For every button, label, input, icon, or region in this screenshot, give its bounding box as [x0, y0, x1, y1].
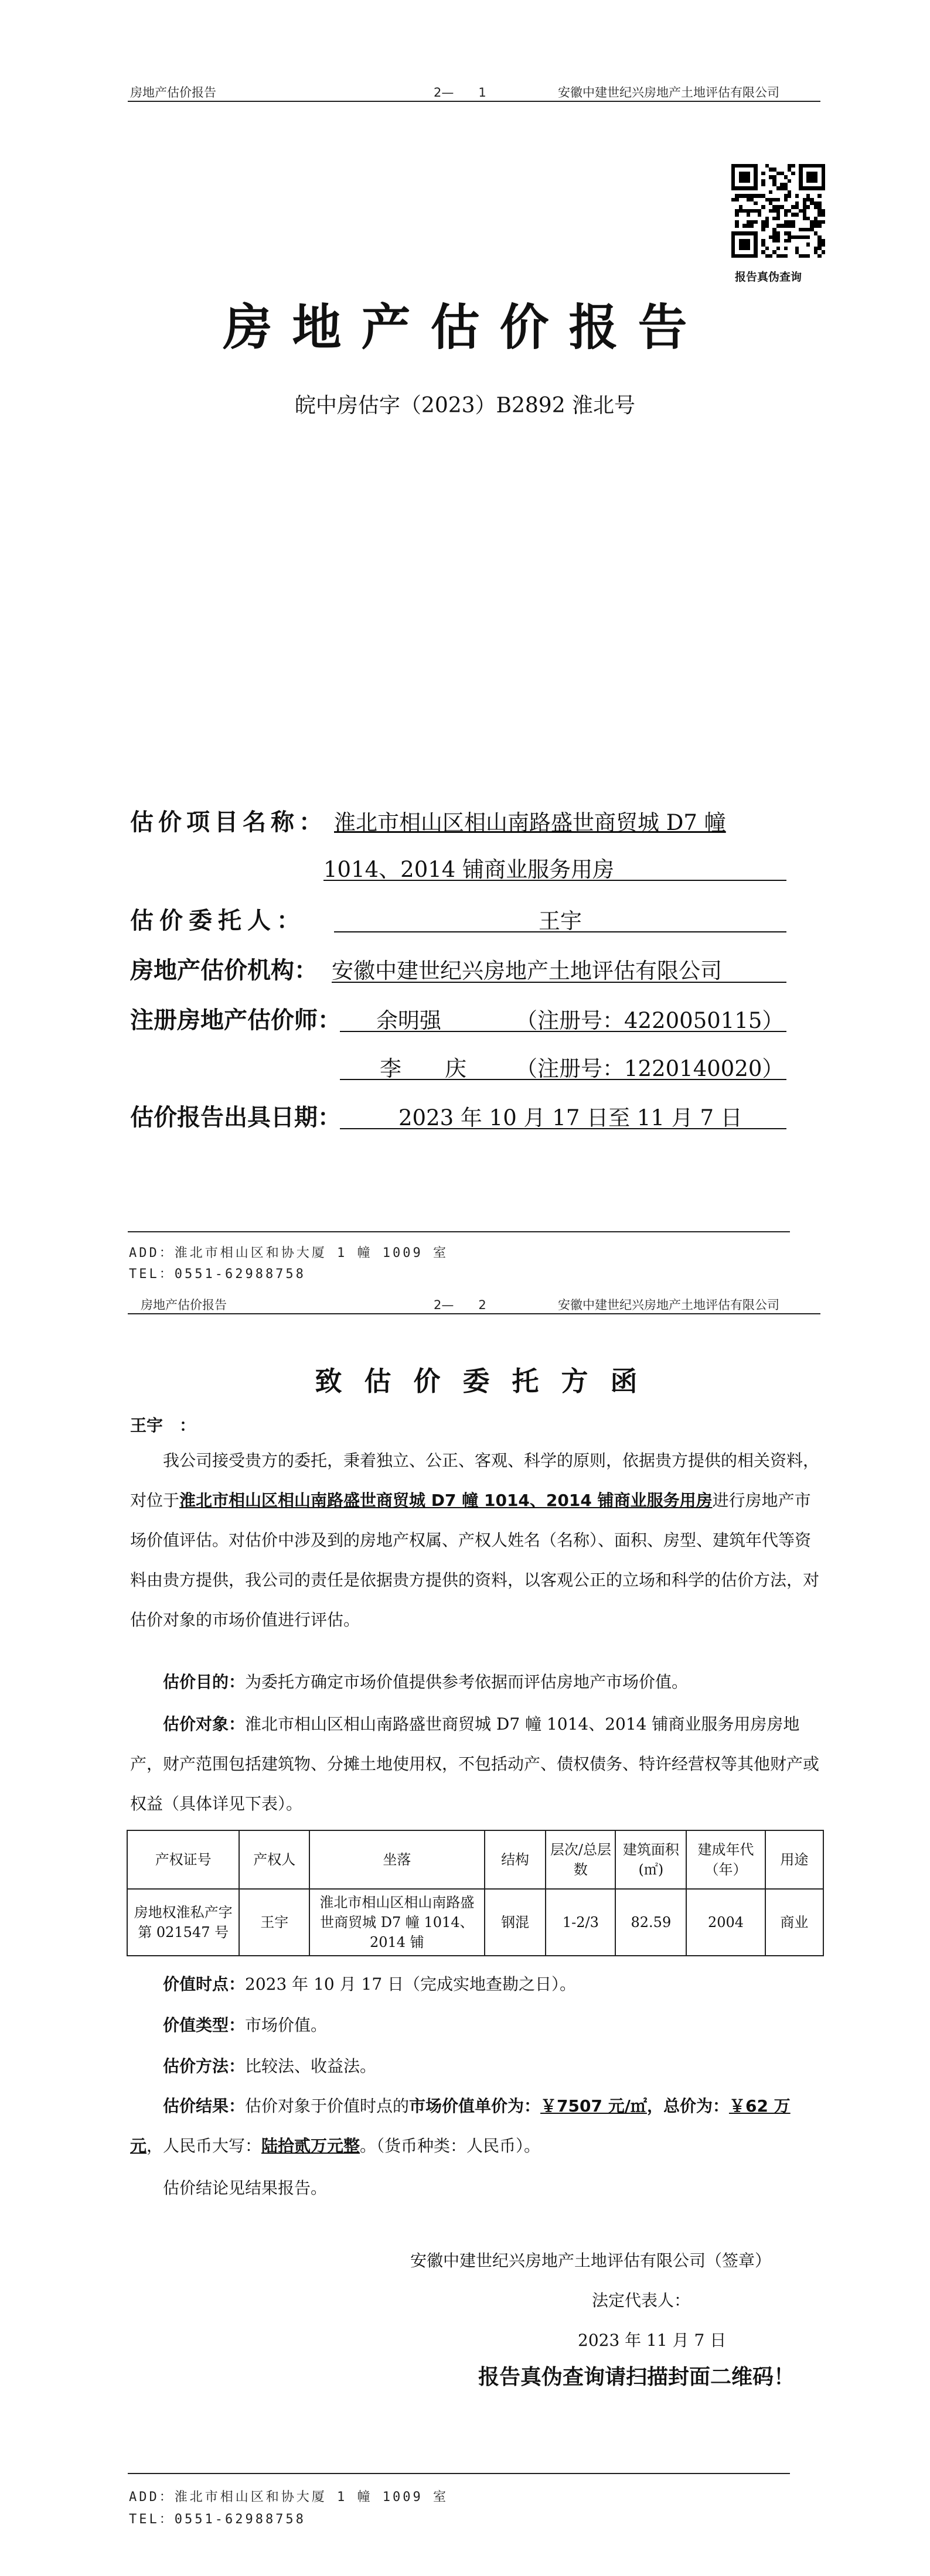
- table-cell: 2004: [686, 1889, 765, 1956]
- qr-module: [806, 254, 810, 258]
- qr-module: [795, 213, 799, 216]
- date-underline: [340, 1128, 786, 1129]
- qr-code-icon[interactable]: [731, 164, 825, 258]
- qr-module: [806, 205, 810, 209]
- header-left: 房地产估价报告: [141, 1298, 227, 1312]
- qr-module: [769, 190, 772, 194]
- qr-module: [784, 213, 788, 216]
- qr-module: [806, 242, 810, 246]
- result-unit-label: 市场价值单价为：: [409, 2096, 541, 2116]
- table-cell: 钢混: [485, 1889, 546, 1956]
- qr-module: [776, 239, 780, 242]
- qr-module: [739, 239, 750, 250]
- table-header: 坐落: [309, 1830, 485, 1889]
- qr-module: [784, 254, 788, 258]
- project-name-label: 估价项目名称：: [130, 809, 327, 836]
- qr-module: [769, 254, 772, 258]
- agency-label: 房地产估价机构：: [130, 957, 318, 984]
- table-header: 产权人: [239, 1830, 309, 1889]
- object-text: 淮北市相山区相山南路盛世商贸城 D7 幢 1014、2014 铺商业服务用房房地产，财产范围包括建筑物、分摊土地使用权，不包括动产、债权债务、特许经营权等其他财产或权益（具体详见下表）。: [130, 1714, 820, 1813]
- conclusion-text: 估价结论见结果报告。: [163, 2178, 328, 2198]
- table-header: 结构: [485, 1830, 546, 1889]
- intro-tail: 进行房地产市场价值评估。对估价中涉及到的房地产权属、产权人姓名（名称）、面积、房型、建筑年代等资料由贵方提供，我公司的责任是依据贵方提供的资料，以客观公正的立场和科学的估价方法，对估价对象的市场价值进行评估。: [130, 1491, 820, 1629]
- table-header: 层次/总层数: [546, 1830, 615, 1889]
- appraiser-1-underline: [340, 1031, 786, 1032]
- signature-date: 2023 年 11 月 7 日: [578, 2331, 727, 2350]
- qr-module: [822, 250, 825, 254]
- report-number: 皖中房估字（2023）B2892 淮北号: [294, 394, 636, 418]
- qr-module: [761, 205, 765, 209]
- table-header: 建筑面积(㎡): [615, 1830, 686, 1889]
- value-time-label: 价值时点：: [163, 1974, 246, 1994]
- result-tail: 。（货币种类：人民币）。: [360, 2136, 541, 2155]
- signature-company: 安徽中建世纪兴房地产土地评估有限公司（签章）: [410, 2251, 772, 2270]
- qr-module: [735, 198, 738, 201]
- intro-text: 我公司接受贵方的委托，秉着独立、公正、客观、科学的原则，依据贵方提供的相关资料，对位于: [130, 1451, 820, 1510]
- header-right: 安徽中建世纪兴房地产土地评估有限公司: [558, 86, 779, 100]
- qr-caption: 报告真伪查询: [735, 271, 802, 283]
- value-type-text: 市场价值。: [245, 2015, 328, 2035]
- footer-address: ADD：淮北市相山区和协大厦 1 幢 1009 室: [129, 2490, 448, 2505]
- table-row: [127, 1889, 823, 1956]
- qr-module: [788, 239, 791, 242]
- header-rule: [128, 1313, 820, 1314]
- project-name-underline: [323, 880, 786, 881]
- verification-notice: 报告真伪查询请扫描封面二维码！: [478, 2365, 795, 2389]
- qr-module: [765, 247, 769, 250]
- qr-module: [788, 179, 791, 183]
- qr-module: [761, 228, 765, 231]
- qr-module: [806, 172, 817, 183]
- client-label: 估价委托人：: [130, 907, 306, 934]
- qr-module: [735, 224, 738, 227]
- intro-subject: 淮北市相山区相山南路盛世商贸城 D7 幢 1014、2014 铺商业服务用房: [179, 1491, 713, 1510]
- footer-tel: TEL：0551-62988758: [129, 2512, 306, 2527]
- purpose-label: 估价目的：: [163, 1672, 246, 1692]
- qr-module: [822, 220, 825, 224]
- result-total-value: ￥62 万元: [130, 2096, 791, 2155]
- appraiser-2-name: 李 庆: [380, 1056, 466, 1081]
- qr-module: [806, 235, 810, 239]
- qr-module: [776, 247, 780, 250]
- header-page-number: 2— 1: [434, 86, 486, 100]
- qr-module: [754, 220, 757, 224]
- client-underline: [334, 931, 786, 932]
- qr-module: [817, 224, 821, 227]
- result-upper-label: ，人民币大写：: [147, 2136, 262, 2155]
- appraiser-1-reg: （注册号：4220050115）: [516, 1008, 784, 1033]
- qr-module: [761, 183, 765, 186]
- header-right: 安徽中建世纪兴房地产土地评估有限公司: [558, 1298, 779, 1312]
- table-cell: 房地权淮私产字第 021547 号: [127, 1889, 239, 1956]
- result-total-label: ，总价为：: [646, 2096, 729, 2116]
- object-paragraph: [130, 1704, 822, 1824]
- value-time-line: [163, 1965, 576, 2004]
- qr-module: [776, 198, 780, 201]
- qr-module: [754, 201, 757, 205]
- table-cell: 1-2/3: [546, 1889, 615, 1956]
- footer-address: ADD：淮北市相山区和协大厦 1 幢 1009 室: [129, 1246, 448, 1260]
- qr-module: [791, 172, 795, 175]
- property-table: [127, 1830, 824, 1956]
- qr-module: [822, 213, 825, 216]
- result-label: 估价结果：: [163, 2096, 246, 2116]
- qr-module: [765, 224, 769, 227]
- footer-rule: [128, 1231, 790, 1232]
- qr-module: [795, 194, 799, 197]
- table-header: 用途: [765, 1830, 823, 1889]
- value-type-label: 价值类型：: [163, 2015, 246, 2035]
- qr-module: [817, 254, 821, 258]
- result-upper-value: 陆拾贰万元整: [261, 2136, 360, 2155]
- qr-module: [791, 164, 795, 168]
- qr-module: [739, 172, 750, 183]
- footer-rule: [128, 2473, 790, 2474]
- purpose-paragraph: [130, 1662, 822, 1702]
- value-time-text: 2023 年 10 月 17 日（完成实地查勘之日）。: [245, 1974, 577, 1994]
- footer-tel: TEL：0551-62988758: [129, 1267, 306, 1282]
- table-cell: 商业: [765, 1889, 823, 1956]
- table-cell: 王宇: [239, 1889, 309, 1956]
- header-rule: [128, 101, 820, 102]
- qr-module: [784, 198, 788, 201]
- header-left: 房地产估价报告: [130, 86, 216, 100]
- table-cell: 淮北市相山区相山南路盛世商贸城 D7 幢 1014、2014 铺: [309, 1889, 485, 1956]
- letter-title: 致估价委托方函: [315, 1365, 660, 1397]
- salutation: 王宇 ：: [130, 1416, 196, 1435]
- date-label: 估价报告出具日期：: [130, 1104, 341, 1131]
- method-label: 估价方法：: [163, 2056, 246, 2076]
- qr-module: [758, 213, 761, 216]
- appraiser-2-underline: [340, 1079, 786, 1080]
- date-value: 2023 年 10 月 17 日至 11 月 7 日: [398, 1105, 742, 1130]
- method-text: 比较法、收益法。: [245, 2056, 377, 2076]
- signature-representative: 法定代表人：: [592, 2291, 691, 2310]
- purpose-text: 为委托方确定市场价值提供参考依据而评估房地产市场价值。: [245, 1672, 689, 1692]
- result-text: 估价对象于价值时点的: [245, 2096, 410, 2116]
- table-header-row: [127, 1830, 823, 1889]
- agency-value: 安徽中建世纪兴房地产土地评估有限公司: [332, 958, 722, 983]
- result-unit-value: ￥7507 元/㎡: [540, 2096, 647, 2116]
- header-page-number: 2— 2: [434, 1298, 486, 1312]
- qr-module: [735, 213, 738, 216]
- qr-module: [791, 224, 795, 227]
- method-line: [163, 2047, 376, 2086]
- client-value: 王宇: [539, 908, 582, 934]
- value-type-line: [163, 2006, 327, 2045]
- table-cell: 82.59: [615, 1889, 686, 1956]
- appraisers-label: 注册房地产估价师：: [130, 1007, 341, 1034]
- project-name-value-line2: 1014、2014 铺商业服务用房: [323, 857, 615, 882]
- qr-module: [761, 172, 765, 175]
- qr-module: [788, 194, 791, 197]
- intro-paragraph: [130, 1441, 822, 1640]
- project-name-value-line1: 淮北市相山区相山南路盛世商贸城 D7 幢: [334, 810, 726, 835]
- appraiser-1-name: 余明强: [376, 1008, 441, 1033]
- qr-module: [822, 242, 825, 246]
- table-header: 建成年代（年）: [686, 1830, 765, 1889]
- table-header: 产权证号: [127, 1830, 239, 1889]
- appraiser-2-reg: （注册号：1220140020）: [516, 1056, 784, 1081]
- agency-underline: [332, 982, 786, 983]
- object-label: 估价对象：: [163, 1714, 246, 1734]
- qr-module: [750, 224, 754, 227]
- page-title: 房地产估价报告: [223, 299, 707, 356]
- qr-module: [817, 194, 821, 197]
- qr-module: [776, 217, 780, 220]
- result-paragraph: [130, 2086, 822, 2166]
- qr-module: [784, 247, 788, 250]
- qr-module: [747, 213, 750, 216]
